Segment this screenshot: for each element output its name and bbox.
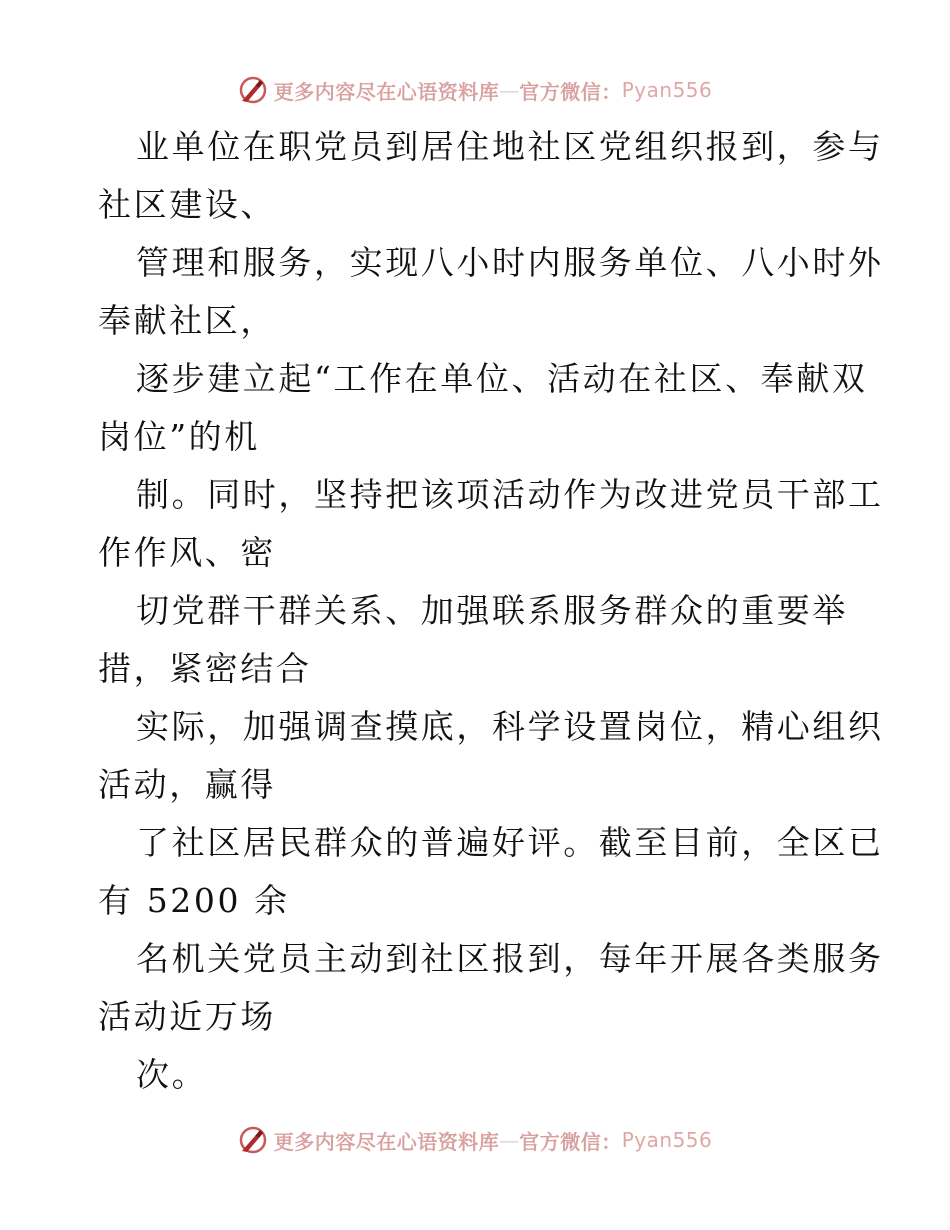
paragraph-line-first: 了社区居民群众的普遍好评。截至目前，全区已 (136, 823, 884, 862)
paragraph (98, 814, 884, 930)
paragraph-line-first: 次。 (136, 1055, 208, 1094)
watermark-brand: 更多内容尽在心语资料库 (273, 79, 500, 104)
watermark-contact: 官方微信： (519, 79, 622, 104)
paragraph-line-second: 奉献社区， (98, 301, 276, 340)
watermark-separator: — (499, 1128, 520, 1152)
paragraph-line-first: 逐步建立起“工作在单位、活动在社区、奉献双 (136, 359, 868, 398)
paragraph (98, 234, 884, 350)
paragraph-line-second: 有 5200 余 (98, 881, 290, 920)
watermark-id: Pyan556 (621, 1128, 713, 1152)
paragraph (98, 698, 884, 814)
paragraph (98, 1046, 858, 1104)
paragraph-line-first: 业单位在职党员到居住地社区党组织报到，参与 (136, 127, 884, 166)
paragraph-line-second: 活动，赢得 (98, 765, 276, 804)
paragraph-line-second: 社区建设、 (98, 185, 276, 224)
paragraph-line-second: 岗位”的机 (98, 417, 260, 456)
watermark-contact: 官方微信： (519, 1129, 622, 1154)
watermark-separator: — (499, 78, 520, 102)
paragraph-line-first: 管理和服务，实现八小时内服务单位、八小时外 (136, 243, 884, 282)
pen-circle-logo-icon (238, 1125, 268, 1155)
paragraph-line-second: 活动近万场 (98, 997, 276, 1036)
pen-circle-logo-icon (238, 75, 268, 105)
paragraph (98, 582, 858, 698)
paragraph-line-second: 措，紧密结合 (98, 649, 312, 688)
paragraph-line-first: 实际，加强调查摸底，科学设置岗位，精心组织 (136, 707, 884, 746)
paragraph-line-second: 作作风、密 (98, 533, 276, 572)
watermark-brand: 更多内容尽在心语资料库 (273, 1129, 500, 1154)
paragraph-line-first: 制。同时，坚持把该项活动作为改进党员干部工 (136, 475, 884, 514)
paragraph-line-first: 切党群干群关系、加强联系服务群众的重要举 (136, 591, 848, 630)
header-watermark (0, 70, 950, 110)
paragraph (98, 118, 884, 234)
paragraph (98, 930, 884, 1046)
paragraph (98, 350, 868, 466)
footer-watermark (0, 1120, 950, 1160)
paragraph (98, 466, 884, 582)
document-body (98, 118, 884, 1104)
watermark-id: Pyan556 (621, 78, 713, 102)
paragraph-line-first: 名机关党员主动到社区报到，每年开展各类服务 (136, 939, 884, 978)
